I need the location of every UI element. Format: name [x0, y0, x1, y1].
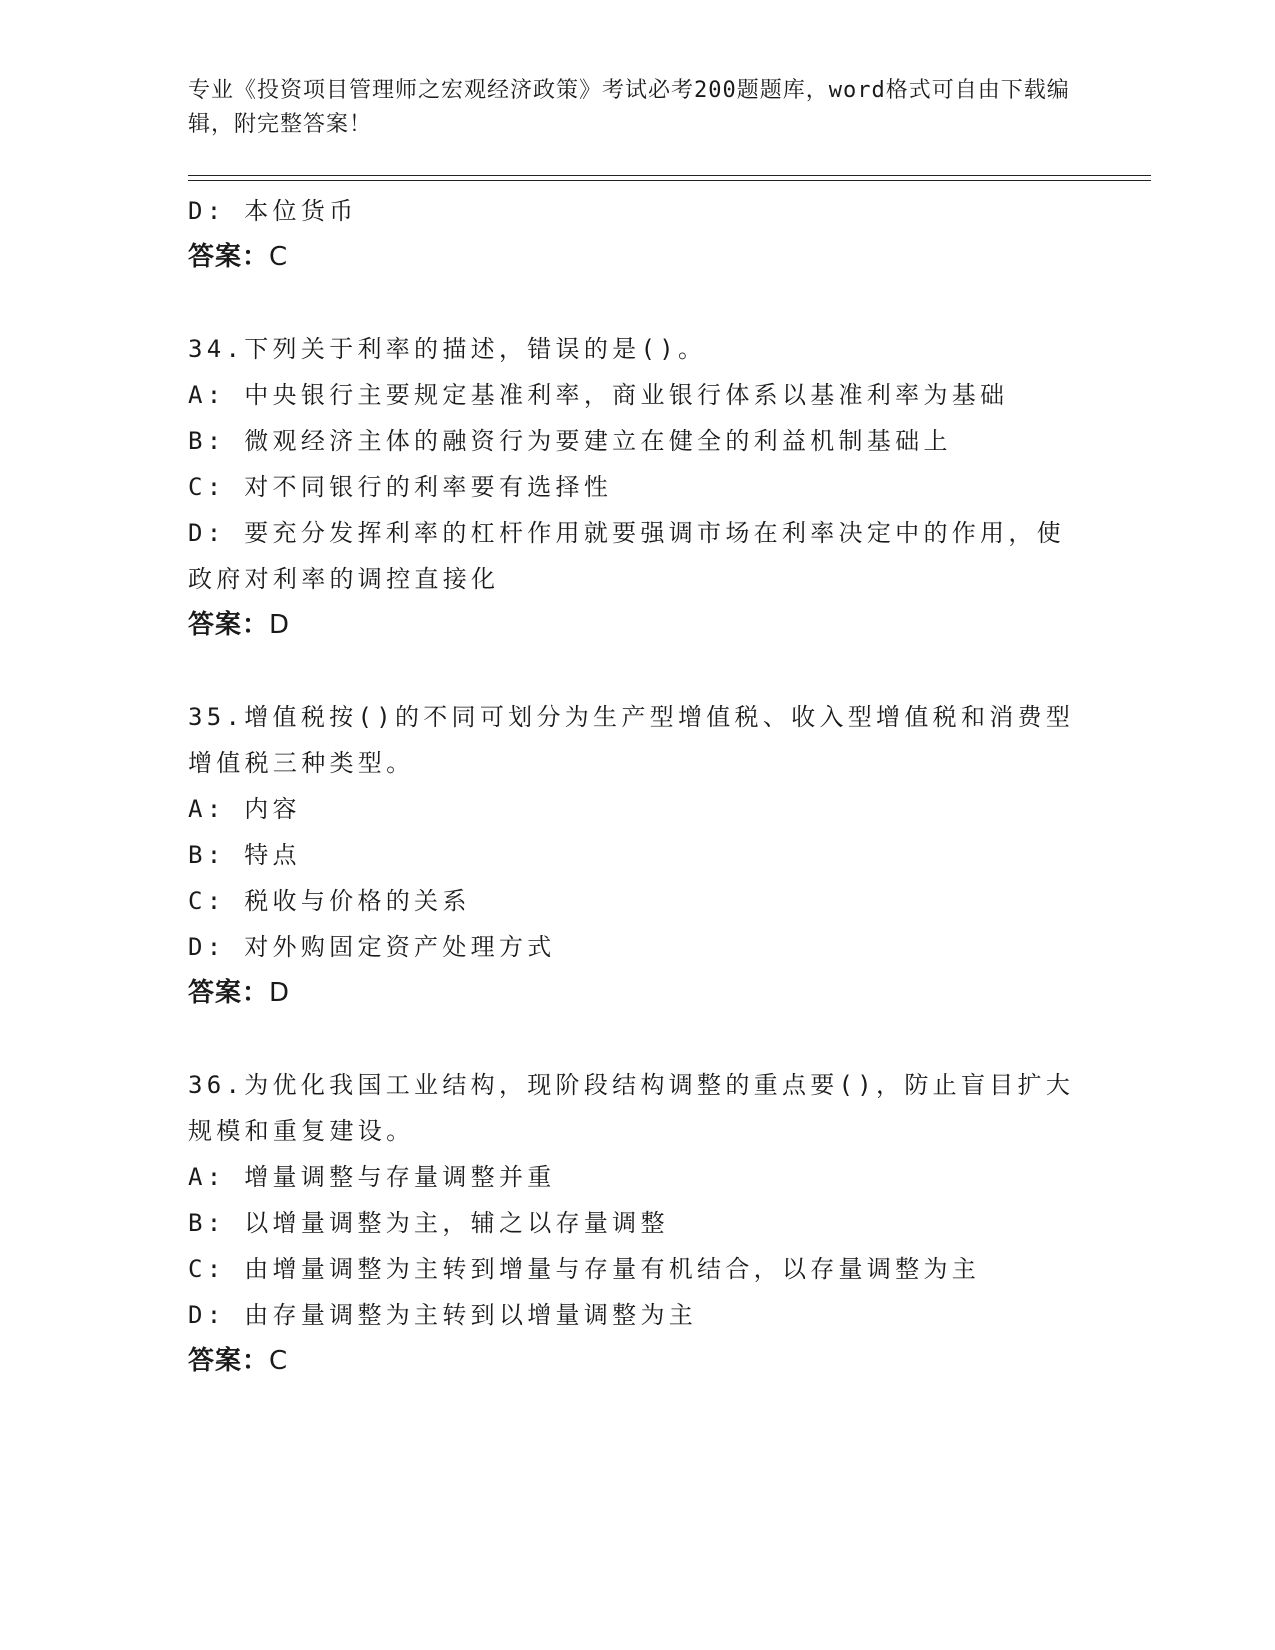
- answer-line: [188, 234, 1088, 280]
- answer-label: 答案：: [188, 242, 270, 272]
- answer-label: 答案：: [188, 610, 270, 640]
- option-d: D: 对外购固定资产处理方式: [188, 933, 556, 961]
- answer-label: 答案：: [188, 978, 270, 1008]
- header-divider-top: [188, 175, 1151, 176]
- option-d: D: 要充分发挥利率的杠杆作用就要强调市场在利率决定中的作用，使政府对利率的调控直接化: [188, 519, 1065, 593]
- question-stem: 34.下列关于利率的描述，错误的是()。: [188, 335, 707, 363]
- option-c: C: 对不同银行的利率要有选择性: [188, 473, 613, 501]
- option-c: C: 税收与价格的关系: [188, 887, 471, 915]
- option-d: D: 由存量调整为主转到以增量调整为主: [188, 1301, 698, 1329]
- option-b: B: 以增量调整为主，辅之以存量调整: [188, 1209, 669, 1237]
- option-c: C: 由增量调整为主转到增量与存量有机结合，以存量调整为主: [188, 1255, 981, 1283]
- option-a: A: 增量调整与存量调整并重: [188, 1163, 556, 1191]
- option-b: B: 特点: [188, 841, 301, 869]
- answer-value: C: [269, 242, 289, 272]
- option-a: A: 内容: [188, 795, 301, 823]
- answer-value: D: [269, 978, 291, 1008]
- question-stem: 36.为优化我国工业结构，现阶段结构调整的重点要()，防止盲目扩大规模和重复建设。: [188, 1071, 1075, 1145]
- option-b: B: 微观经济主体的融资行为要建立在健全的利益机制基础上: [188, 427, 952, 455]
- answer-line: [188, 1338, 1088, 1384]
- answer-label: 答案：: [188, 1346, 270, 1376]
- question-35: [188, 694, 1088, 1016]
- answer-line: [188, 970, 1088, 1016]
- question-34: [188, 326, 1088, 648]
- question-stem: 35.增值税按()的不同可划分为生产型增值税、收入型增值税和消费型增值税三种类型。: [188, 703, 1075, 777]
- previous-question-tail: [188, 188, 1088, 280]
- option-a: A: 中央银行主要规定基准利率，商业银行体系以基准利率为基础: [188, 381, 1009, 409]
- header-divider-bottom: [188, 180, 1151, 181]
- option-d: D: 本位货币: [188, 197, 358, 225]
- question-36: [188, 1062, 1088, 1384]
- document-body: [188, 188, 1088, 1384]
- answer-value: D: [269, 610, 291, 640]
- document-header: 专业《投资项目管理师之宏观经济政策》考试必考200题题库，word格式可自由下载编辑，附完整答案！: [188, 78, 1070, 137]
- answer-line: [188, 602, 1088, 648]
- answer-value: C: [269, 1346, 289, 1376]
